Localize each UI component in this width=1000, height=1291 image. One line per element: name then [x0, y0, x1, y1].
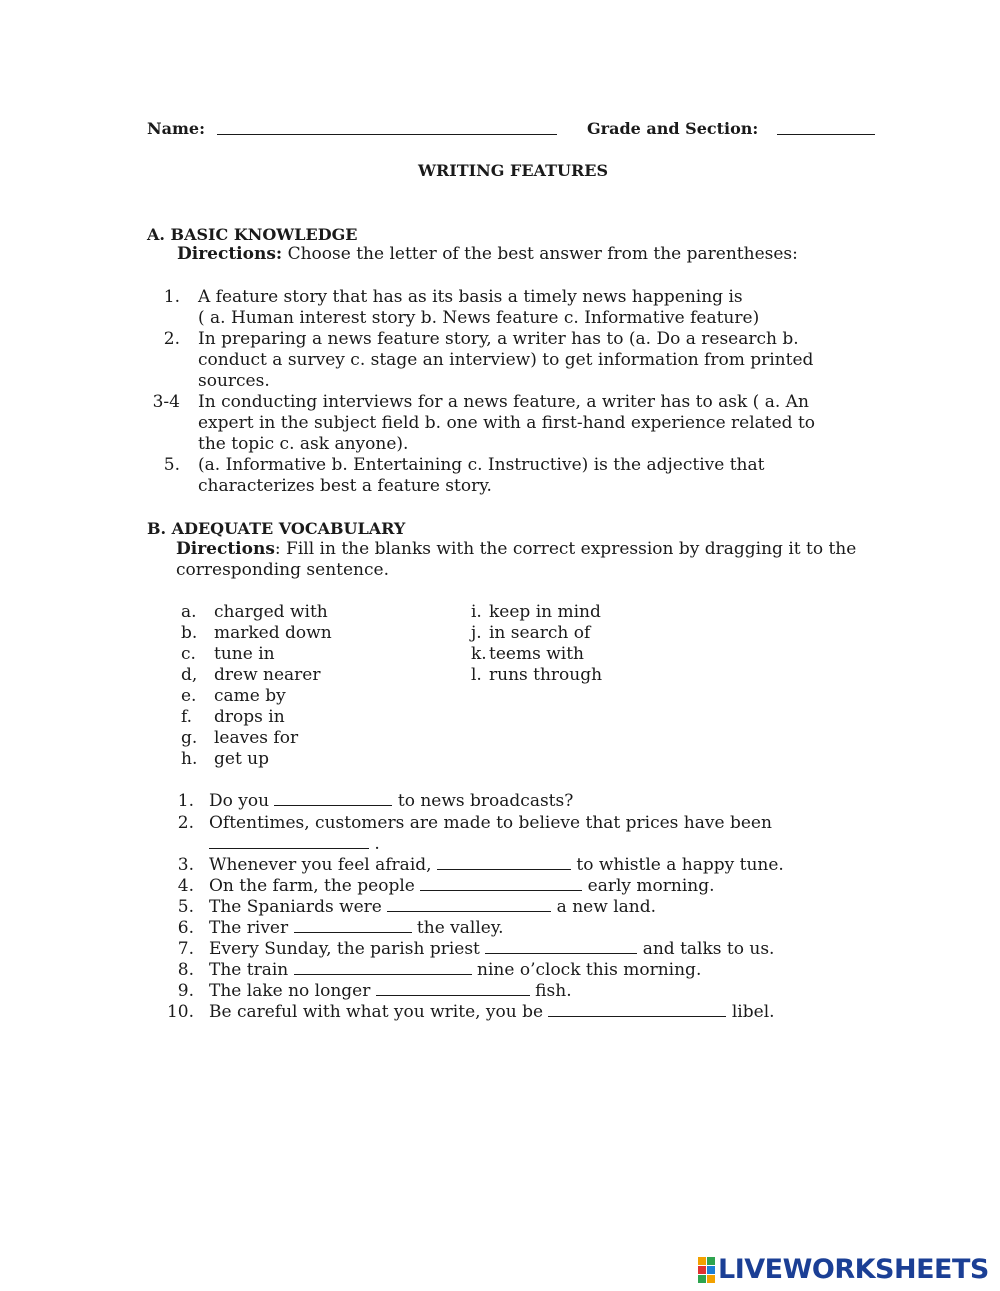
choice-option[interactable]: teems with [489, 644, 584, 664]
choice-option[interactable]: marked down [214, 623, 332, 643]
question-number: 2. [163, 329, 180, 349]
choice-option[interactable]: tune in [214, 644, 275, 664]
choice-letter: k. [471, 644, 487, 664]
answer-blank[interactable] [548, 1002, 726, 1017]
choice-letter: i. [471, 602, 482, 622]
answer-blank[interactable] [420, 876, 582, 891]
sentence-text-after: the valley. [411, 918, 504, 938]
sentence-text-before: Whenever you feel afraid, [209, 855, 437, 875]
answer-blank[interactable] [209, 834, 369, 849]
sentence-text-after: and talks to us. [637, 939, 775, 959]
name-field[interactable] [217, 122, 557, 135]
choice-letter: c. [181, 644, 196, 664]
sentence-number: 4. [177, 876, 194, 896]
sentence-text-after: fish. [529, 981, 572, 1001]
answer-blank[interactable] [437, 855, 571, 870]
sentence-text-before: The Spaniards were [209, 897, 388, 917]
sentence [209, 876, 715, 897]
directions-text: : Fill in the blanks with the correct expression by dragging it to the [274, 539, 857, 559]
question-line: In conducting interviews for a news feature, a writer has to ask ( a. An [198, 392, 809, 412]
section-b-heading: B. ADEQUATE VOCABULARY [147, 519, 406, 538]
sentence-number: 2. [177, 813, 194, 833]
sentence-number: 10. [166, 1002, 194, 1022]
directions-label: Directions: [177, 244, 283, 264]
choice-option[interactable]: in search of [489, 623, 591, 643]
sentence [209, 791, 573, 812]
choice-option[interactable]: came by [214, 686, 286, 706]
question-number: 3-4 [152, 392, 180, 412]
sentence-text-before: The lake no longer [209, 981, 376, 1001]
sentence [209, 981, 572, 1002]
sentence [209, 960, 701, 981]
choice-letter: b. [181, 623, 198, 643]
answer-blank[interactable] [485, 939, 637, 954]
answer-blank[interactable] [376, 981, 530, 996]
sentence-text-before: On the farm, the people [209, 876, 421, 896]
liveworksheets-logo [698, 1256, 989, 1284]
sentence-text-before: The river [209, 918, 294, 938]
sentence-text-after: nine o’clock this morning. [471, 960, 702, 980]
choice-option[interactable]: runs through [489, 665, 603, 685]
answer-blank[interactable] [274, 791, 392, 806]
logo-text: LIVEWORKSHEETS [718, 1254, 989, 1285]
sentence [209, 855, 784, 876]
choice-letter: j. [471, 623, 482, 643]
sentence-text-after: libel. [726, 1002, 775, 1022]
name-label: Name: [147, 119, 206, 138]
choice-letter: l. [471, 665, 482, 685]
sentence-text-before: Oftentimes, customers are made to believe that prices have been [209, 813, 772, 833]
sentence-number: 6. [177, 918, 194, 938]
choice-letter: g. [181, 728, 198, 748]
sentence-text-after: to whistle a happy tune. [570, 855, 784, 875]
choice-letter: d, [181, 665, 198, 685]
grade-section-field[interactable] [777, 122, 875, 135]
question-line: expert in the subject field b. one with a first-hand experience related to [198, 413, 816, 433]
sentence-number: 9. [177, 981, 194, 1001]
sentence-text-after: a new land. [551, 897, 656, 917]
question-line: A feature story that has as its basis a timely news happening is [198, 287, 743, 307]
sentence-number: 7. [177, 939, 194, 959]
question-line: characterizes best a feature story. [198, 476, 492, 496]
sentence-number: 5. [177, 897, 194, 917]
choice-option[interactable]: charged with [214, 602, 328, 622]
question-line: conduct a survey c. stage an interview) to get information from printed [198, 350, 814, 370]
sentence [209, 918, 504, 939]
section-a-heading: A. BASIC KNOWLEDGE [147, 225, 358, 244]
choice-option[interactable]: drops in [214, 707, 285, 727]
choice-option[interactable]: keep in mind [489, 602, 601, 622]
question-line: the topic c. ask anyone). [198, 434, 409, 454]
question-line: ( a. Human interest story b. News feature c. Informative feature) [198, 308, 760, 328]
sentence-text-before: Be careful with what you write, you be [209, 1002, 549, 1022]
choice-letter: h. [181, 749, 198, 769]
question-line: (a. Informative b. Entertaining c. Instructive) is the adjective that [198, 455, 765, 475]
directions-text: Choose the letter of the best answer from the parentheses: [282, 244, 798, 264]
logo-blocks-icon [698, 1257, 715, 1283]
answer-blank[interactable] [294, 960, 472, 975]
answer-blank[interactable] [294, 918, 412, 933]
choice-letter: e. [181, 686, 197, 706]
sentence-continuation [209, 834, 380, 855]
grade-section-label: Grade and Section: [587, 119, 759, 138]
sentence [209, 897, 656, 918]
page-title: WRITING FEATURES [418, 161, 608, 180]
sentence-text-before: The train [209, 960, 294, 980]
sentence-text-after: to news broadcasts? [392, 791, 574, 811]
sentence-number: 8. [177, 960, 194, 980]
section-b-directions [176, 539, 856, 560]
answer-blank[interactable] [387, 897, 551, 912]
sentence-text-before: Every Sunday, the parish priest [209, 939, 486, 959]
question-number: 5. [163, 455, 180, 475]
sentence-text-after: early morning. [582, 876, 715, 896]
question-line: In preparing a news feature story, a writer has to (a. Do a research b. [198, 329, 799, 349]
choice-option[interactable]: leaves for [214, 728, 299, 748]
choice-option[interactable]: drew nearer [214, 665, 321, 685]
sentence-number: 1. [177, 791, 194, 811]
directions-label: Directions [176, 539, 275, 559]
choice-option[interactable]: get up [214, 749, 270, 769]
sentence [209, 939, 774, 960]
section-a-directions [177, 244, 798, 265]
choice-letter: f. [181, 707, 193, 727]
sentence-number: 3. [177, 855, 194, 875]
sentence [209, 1002, 775, 1023]
sentence-text-after: . [369, 834, 380, 854]
question-number: 1. [163, 287, 180, 307]
sentence [209, 813, 772, 834]
sentence-text-before: Do you [209, 791, 275, 811]
choice-letter: a. [181, 602, 197, 622]
question-line: sources. [198, 371, 270, 391]
section-b-directions-cont: corresponding sentence. [176, 560, 389, 580]
